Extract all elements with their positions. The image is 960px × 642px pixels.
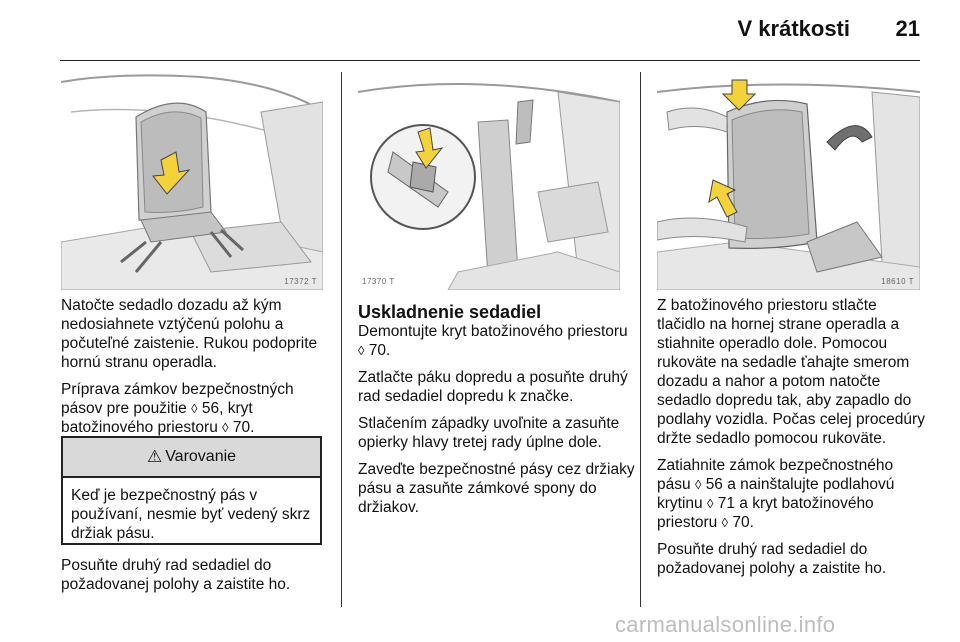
col3-p2-ref2: 71 a kryt batožinového priestoru (657, 495, 874, 531)
ref-arrow-icon: ◊ (721, 515, 729, 530)
figure-id: 17370 T (362, 277, 395, 286)
column-1-bottom (61, 556, 333, 602)
col1-p2-ref2: 70. (232, 419, 255, 436)
col2-paragraph-3: Stlačením západky uvoľnite a zasuňte opierky hlavy tretej rady úplne dole. (358, 415, 620, 451)
col2-paragraph-4: Zaveďte bezpečnostné pásy cez držiaky pásu a zasuňte zámkové spony do držiakov. (358, 461, 635, 516)
col3-p2-ref3: 70. (732, 514, 754, 531)
col1-paragraph-2 (61, 380, 333, 437)
column-2 (358, 302, 636, 525)
col2-paragraph-2: Zatlačte páku dopredu a posuňte druhý rad sedadiel dopredu k značke. (358, 369, 628, 405)
seatbelt-holder-illustration (358, 72, 620, 290)
figure-id: 17372 T (284, 277, 317, 286)
figure-id: 18610 T (881, 277, 914, 286)
col1-p2-ref1: 56, kryt batožinového priestoru (61, 400, 253, 436)
section-heading: Uskladnenie sedadiel (358, 302, 542, 322)
col2-p1-text: Demontujte kryt batožinového priestoru (358, 323, 628, 340)
col3-paragraph-1: Z batožinového priestoru stlačte tlačidlo na hornej strane operadla a stiahnite operadlo dole. Pomocou rukoväte na sedadle ťahajte smerom dozadu a nahor a potom natočte sedadlo dopredu tak, aby zapadlo do podlahy vozidla. Počas celej procedúry držte sedadlo pomocou rukoväte. (657, 297, 925, 447)
ref-arrow-icon: ◊ (222, 420, 229, 435)
warning-header (63, 438, 320, 478)
column-1-top (61, 296, 333, 445)
column-divider-left (341, 72, 342, 607)
ref-arrow-icon: ◊ (191, 401, 198, 416)
figure-seat-fold (657, 72, 920, 290)
warning-title: Varovanie (165, 448, 237, 465)
warning-triangle-icon: ⚠ (146, 447, 163, 466)
figure-seatbelt-holder (358, 72, 620, 290)
col2-p1-ref: 70. (368, 342, 391, 359)
seat-fold-illustration (657, 72, 920, 290)
col3-paragraph-3: Posuňte druhý rad sedadiel do požadovanej polohy a zaistite ho. (657, 541, 887, 577)
column-3 (657, 296, 925, 586)
col1-p2-text: Príprava zámkov bezpečnostných pásov pre použitie (61, 381, 294, 417)
ref-arrow-icon: ◊ (694, 477, 702, 492)
col1-paragraph-1: Natočte sedadlo dozadu až kým nedosiahnete vztýčenú polohu a počuteľné zaistenie. Rukou podoprite hornú stranu operadla. (61, 297, 318, 371)
page-number: 21 (895, 16, 920, 41)
watermark: carmanualsonline.info (615, 612, 836, 637)
col2-paragraph-1 (358, 322, 636, 360)
figure-seat-rotate (61, 72, 323, 290)
seat-rotate-illustration (61, 72, 323, 290)
col1-paragraph-3: Posuňte druhý rad sedadiel do požadovanej polohy a zaistite ho. (61, 557, 291, 593)
warning-box (61, 436, 322, 545)
col3-p2-ref1: 56 a nainštalujte podlahovú krytinu (657, 476, 895, 512)
col3-p2-text: Zatiahnite zámok bezpečnostného pásu (657, 457, 894, 493)
warning-text: Keď je bezpečnostný pás v používaní, nesmie byť vedený skrz držiak pásu. (71, 487, 311, 542)
column-divider-right (640, 72, 641, 607)
col3-paragraph-2 (657, 456, 925, 532)
ref-arrow-icon: ◊ (706, 496, 714, 511)
page-header-title: V krátkosti (737, 16, 850, 41)
ref-arrow-icon: ◊ (358, 343, 365, 358)
header-rule (60, 60, 920, 61)
